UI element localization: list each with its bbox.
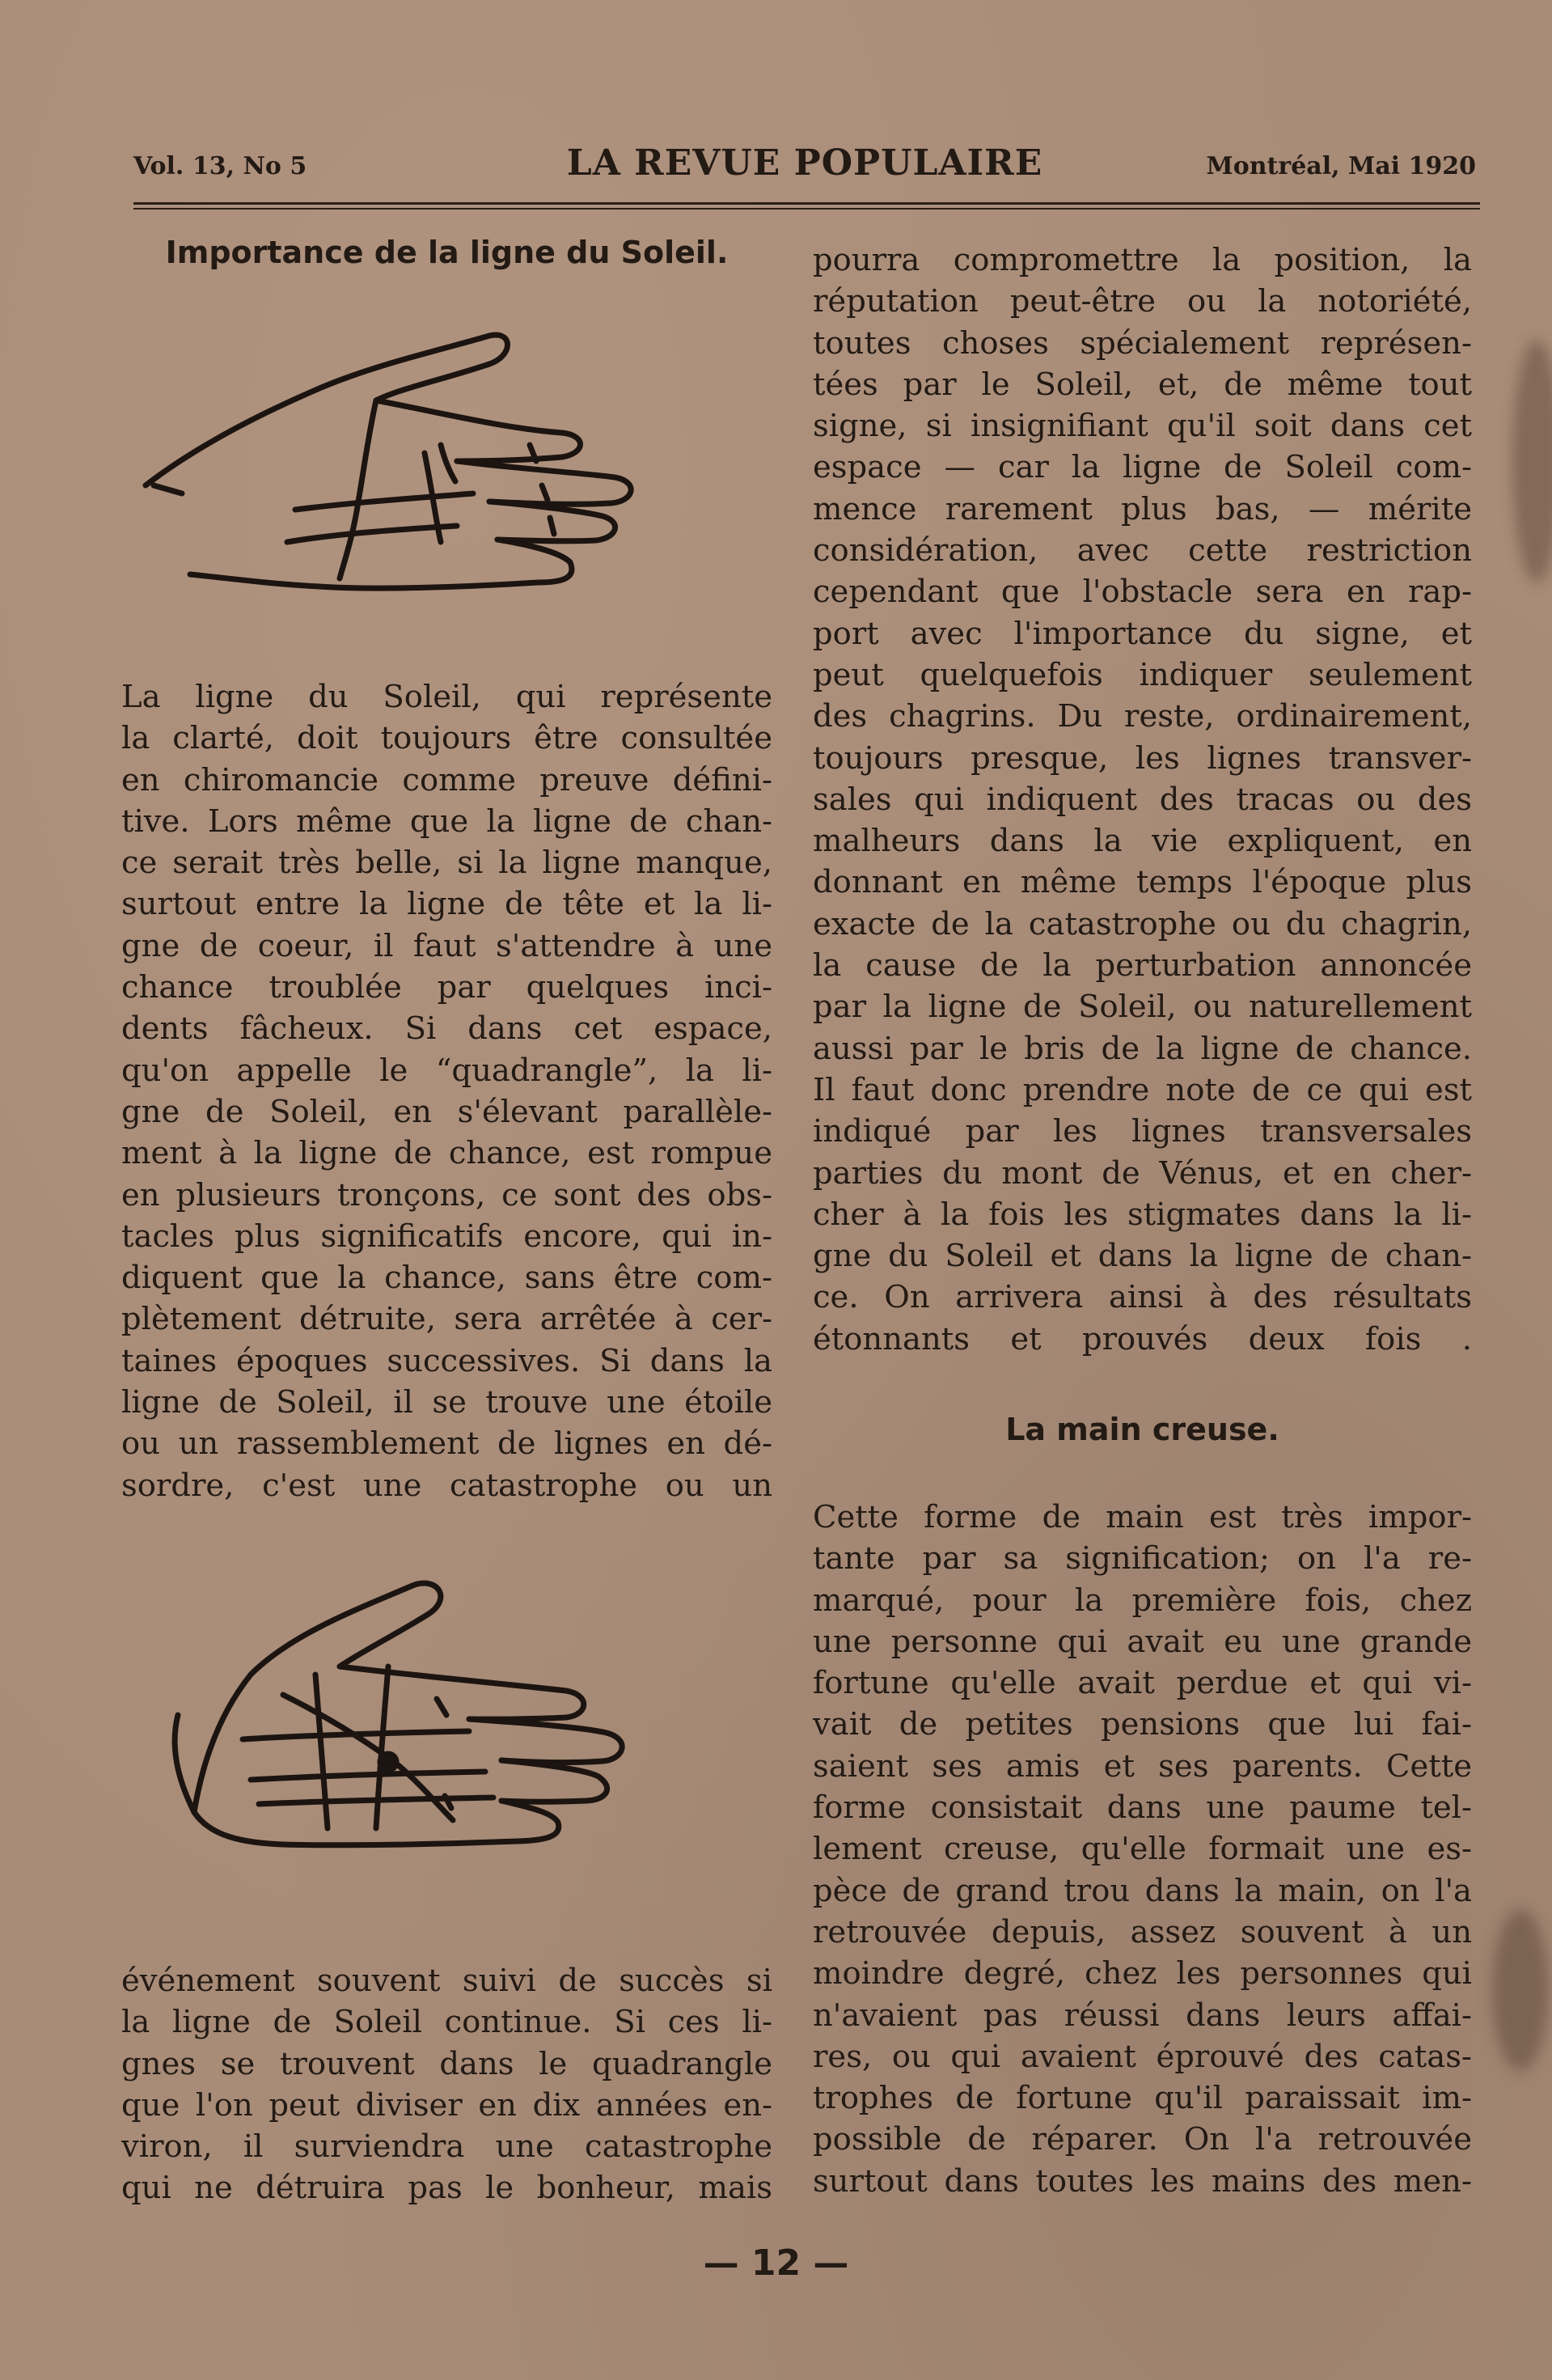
text-line: La ligne du Soleil, qui représente — [121, 679, 772, 715]
stain — [1492, 1909, 1549, 2071]
header-rule — [133, 202, 1480, 205]
text-line: donnant en même temps l'époque plus — [813, 864, 1472, 901]
text-line: une personne qui avait eu une grande — [813, 1623, 1472, 1660]
text-line: trophes de fortune qu'il paraissait im- — [813, 2080, 1472, 2117]
article-heading: La main creuse. — [1005, 1412, 1279, 1447]
text-line: réputation peut-être ou la notoriété, — [813, 283, 1472, 320]
page-number: — 12 — — [703, 2242, 849, 2284]
text-line: par la ligne de Soleil, ou naturellement — [813, 989, 1472, 1026]
text-line: cependant que l'obstacle sera en rap- — [813, 574, 1472, 611]
text-line: sordre, c'est une catastrophe ou un — [121, 1467, 772, 1504]
text-line: tive. Lors même que la ligne de chan- — [121, 803, 772, 840]
text-line: tante par sa signification; on l'a re- — [813, 1540, 1472, 1577]
text-line: aussi par le bris de la ligne de chance. — [813, 1030, 1472, 1067]
text-line: sales qui indiquent des tracas ou des — [813, 781, 1472, 818]
text-line: pèce de grand trou dans la main, on l'a — [813, 1872, 1472, 1909]
text-line: la clarté, doit toujours être consultée — [121, 720, 772, 757]
text-line: ment à la ligne de chance, est rompue — [121, 1135, 772, 1172]
text-line: espace — car la ligne de Soleil com- — [813, 449, 1472, 486]
text-line: pourra compromettre la position, la — [813, 242, 1472, 278]
text-line: saient ses amis et ses parents. Cette — [813, 1747, 1472, 1785]
text-line: ce. On arrivera ainsi à des résultats — [813, 1279, 1472, 1316]
text-line: ou un rassemblement de lignes en dé- — [121, 1425, 772, 1463]
text-line: forme consistait dans une paume tel- — [813, 1789, 1472, 1827]
text-line: tacles plus significatifs encore, qui in- — [121, 1218, 772, 1255]
volume-number: Vol. 13, No 5 — [133, 152, 307, 180]
text-line: ce serait très belle, si la ligne manque, — [121, 845, 772, 882]
text-line: surtout entre la ligne de tête et la li- — [121, 886, 772, 923]
text-line: toujours presque, les lignes transver- — [813, 739, 1472, 777]
article-column-right-second — [813, 1497, 1472, 2202]
article-heading: Importance de la ligne du Soleil. — [165, 235, 729, 270]
text-line: gne de Soleil, en s'élevant parallèle- — [121, 1093, 772, 1130]
text-line: marqué, pour la première fois, chez — [813, 1582, 1472, 1619]
text-line: possible de réparer. On l'a retrouvée — [813, 2121, 1472, 2158]
text-line: étonnants et prouvés deux fois . — [813, 1320, 1472, 1357]
text-line: gnes se trouvent dans le quadrangle — [121, 2045, 772, 2082]
text-line: que l'on peut diviser en dix années en- — [121, 2086, 772, 2124]
text-line: port avec l'importance du signe, et — [813, 615, 1472, 652]
text-line: exacte de la catastrophe ou du chagrin, — [813, 905, 1472, 942]
text-line: cher à la fois les stigmates dans la li- — [813, 1196, 1472, 1233]
text-line: plètement détruite, sera arrêtée à cer- — [121, 1301, 772, 1338]
text-line: Il faut donc prendre note de ce qui est — [813, 1071, 1472, 1108]
text-line: la ligne de Soleil continue. Si ces li- — [121, 2004, 772, 2041]
text-line: diquent que la chance, sans être com- — [121, 1260, 772, 1297]
text-line: moindre degré, chez les personnes qui — [813, 1955, 1472, 1993]
article-column-left-continued — [121, 1960, 772, 2209]
text-line: peut quelquefois indiquer seulement — [813, 656, 1472, 693]
text-line: considération, avec cette restriction — [813, 532, 1472, 570]
text-line: viron, il surviendra une catastrophe — [121, 2128, 772, 2166]
text-line: en plusieurs tronçons, ce sont des obs- — [121, 1176, 772, 1213]
text-line: gne de coeur, il faut s'attendre à une — [121, 927, 772, 964]
text-line: signe, si insignifiant qu'il soit dans cet — [813, 408, 1472, 445]
text-line: qui ne détruira pas le bonheur, mais — [121, 2170, 772, 2207]
text-line: des chagrins. Du reste, ordinairement, — [813, 698, 1472, 735]
text-line: indiqué par les lignes transversales — [813, 1113, 1472, 1150]
article-column-right — [813, 239, 1472, 1360]
page-header — [133, 142, 1476, 199]
issue-date: Montréal, Mai 1920 — [1206, 152, 1476, 180]
stain — [1512, 340, 1552, 582]
text-line: malheurs dans la vie expliquent, en — [813, 823, 1472, 860]
text-line: la cause de la perturbation annoncée — [813, 947, 1472, 985]
text-line: Cette forme de main est très impor- — [813, 1499, 1472, 1535]
article-column-left — [121, 676, 772, 1506]
text-line: parties du mont de Vénus, et en cher- — [813, 1154, 1472, 1192]
text-line: en chiromancie comme preuve défini- — [121, 761, 772, 798]
text-line: dents fâcheux. Si dans cet espace, — [121, 1010, 772, 1048]
text-line: chance troublée par quelques inci- — [121, 969, 772, 1006]
text-line: taines époques successives. Si dans la — [121, 1342, 772, 1379]
text-line: vait de petites pensions que lui fai- — [813, 1706, 1472, 1743]
header-rule — [133, 208, 1480, 210]
text-line: toutes choses spécialement représen- — [813, 324, 1472, 362]
text-line: n'avaient pas réussi dans leurs affai- — [813, 1997, 1472, 2034]
text-line: mence rarement plus bas, — mérite — [813, 490, 1472, 527]
text-line: ligne de Soleil, il se trouve une étoile — [121, 1384, 772, 1421]
text-line: qu'on appelle le “quadrangle”, la li- — [121, 1052, 772, 1089]
hand-illustration-icon — [133, 299, 772, 647]
text-line: événement souvent suivi de succès si — [121, 1963, 772, 1999]
text-line: res, ou qui avaient éprouvé des catas- — [813, 2038, 1472, 2075]
text-line: gne du Soleil et dans la ligne de chan- — [813, 1238, 1472, 1275]
text-line: retrouvée depuis, assez souvent à un — [813, 1913, 1472, 1950]
hand-illustration-icon — [146, 1553, 760, 1901]
text-line: lement creuse, qu'elle formait une es- — [813, 1831, 1472, 1868]
text-line: fortune qu'elle avait perdue et qui vi- — [813, 1665, 1472, 1702]
text-line: surtout dans toutes les mains des men- — [813, 2162, 1472, 2200]
publication-title: LA REVUE POPULAIRE — [566, 142, 1043, 184]
text-line: tées par le Soleil, et, de même tout — [813, 366, 1472, 403]
